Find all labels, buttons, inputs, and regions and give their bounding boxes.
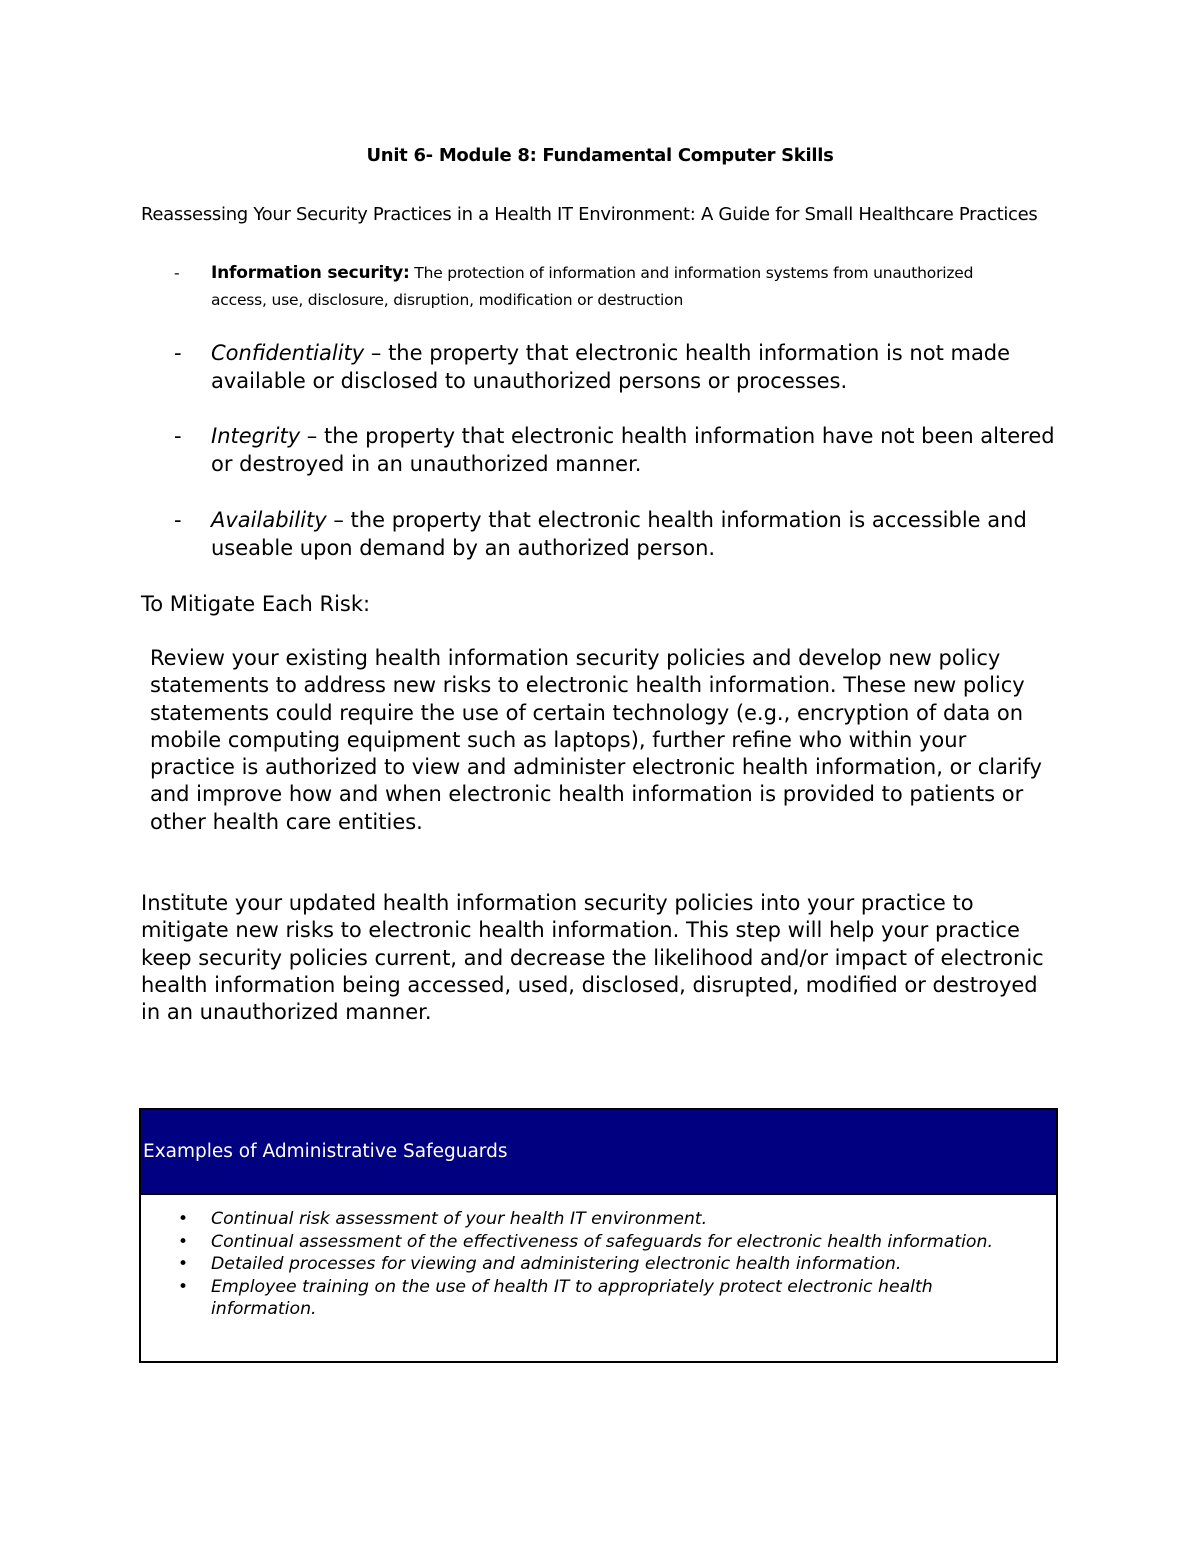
- list-item: [141, 1208, 1056, 1231]
- list-item: [141, 1276, 1056, 1321]
- list-item: [141, 1253, 1056, 1276]
- list-item-text: Employee training on the use of health IT to appropriately protect electronic health information.: [211, 1276, 933, 1320]
- bullet-icon: •: [178, 1209, 189, 1229]
- bullet-icon: •: [178, 1231, 189, 1252]
- list-item: [141, 1231, 1056, 1254]
- definition-term: Information security:: [211, 263, 410, 283]
- definition-text: The protection of information and information systems from unauthorized access, use, disclosure, disruption, modification or destruction: [211, 264, 974, 309]
- definition-body: [211, 260, 994, 314]
- dash-marker: -: [174, 264, 180, 282]
- paragraph-review: Review your existing health information security policies and develop new policy statements to address new risks to electronic health information. These new policy statements could require the use of certain technology (e.g., encryption of data on mobile computing equipment such as laptops), further refine who within your practice is authorized to view and administer electronic health information, or clarify and improve how and when electronic health information is provided to patients or other health care entities.: [150, 646, 1042, 834]
- dash-marker: -: [174, 341, 182, 365]
- property-text: – the property that electronic health information is accessible and useable upon demand by an authorized person.: [211, 508, 1027, 560]
- list-item-text: Detailed processes for viewing and administering electronic health information.: [211, 1254, 902, 1275]
- property-item-integrity: [174, 422, 1074, 478]
- definition-item: [174, 260, 994, 314]
- mitigate-heading: To Mitigate Each Risk:: [141, 592, 371, 616]
- property-term: Confidentiality: [211, 341, 365, 365]
- safeguards-table-header: [141, 1110, 1056, 1195]
- bullet-icon: •: [178, 1254, 189, 1275]
- list-item-text: Continual risk assessment of your health IT environment.: [211, 1209, 708, 1229]
- property-item-availability: [174, 506, 1074, 562]
- property-text: – the property that electronic health information is not made available or disclosed to unauthorized persons or processes.: [211, 341, 1011, 393]
- page-title: Unit 6- Module 8: Fundamental Computer Skills: [366, 145, 834, 166]
- document-subtitle: Reassessing Your Security Practices in a Health IT Environment: A Guide for Small Healthcare Practices: [141, 204, 1038, 225]
- bullet-icon: •: [178, 1276, 189, 1297]
- dash-marker: -: [174, 508, 182, 532]
- property-body: [211, 339, 1074, 395]
- list-item-text: Continual assessment of the effectiveness of safeguards for electronic health information.: [211, 1231, 993, 1252]
- paragraph-institute: Institute your updated health information security policies into your practice to mitigate new risks to electronic health information. This step will help your practice keep security policies current, and decrease the likelihood and/or impact of electronic health information being accessed, used, disclosed, disrupted, modified or destroyed in an unauthorized manner.: [141, 891, 1044, 1025]
- property-body: [211, 506, 1074, 562]
- property-term: Integrity: [211, 424, 301, 448]
- property-body: [211, 422, 1074, 478]
- property-text: – the property that electronic health information have not been altered or destroyed in an unauthorized manner.: [211, 424, 1055, 476]
- safeguards-list: [141, 1208, 1056, 1321]
- dash-marker: -: [174, 424, 182, 448]
- safeguards-table-title: Examples of Administrative Safeguards: [143, 1141, 508, 1162]
- property-item-confidentiality: [174, 339, 1074, 395]
- safeguards-table-body: [141, 1195, 1056, 1321]
- safeguards-table: [139, 1108, 1058, 1363]
- property-term: Availability: [211, 508, 327, 532]
